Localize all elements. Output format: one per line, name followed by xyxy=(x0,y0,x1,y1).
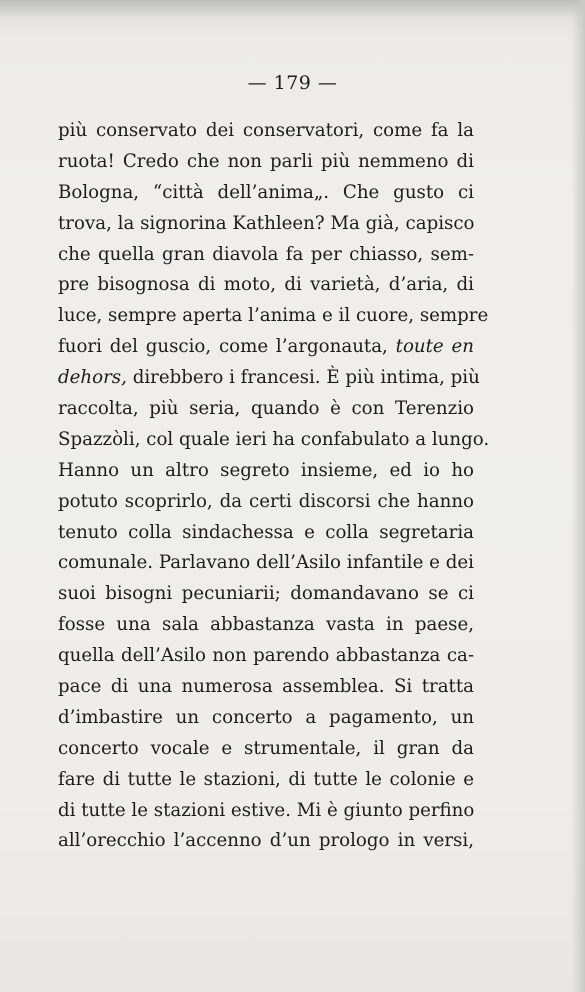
text-line: pre bisognosa di moto, di varietà, d’aria, di xyxy=(58,274,474,296)
text-line: Spazzòli, col quale ieri ha confabulato a lungo. xyxy=(58,428,490,450)
text-line: concerto vocale e strumentale, il gran da xyxy=(58,737,474,759)
text-line: dehors, direbbero i francesi. È più intima, più xyxy=(58,367,480,389)
italic-phrase: dehors, xyxy=(58,367,127,389)
italic-phrase: toute en xyxy=(395,336,474,358)
text-line: fare di tutte le stazioni, di tutte le colonie e xyxy=(58,768,474,790)
text-line: ruota! Credo che non parli più nemmeno di xyxy=(58,150,474,172)
text-line: raccolta, più seria, quando è con Terenzio xyxy=(58,398,474,420)
text-line: Bologna, “città dell’anima„. Che gusto ci xyxy=(58,181,474,203)
text-line: suoi bisogni pecuniarii; domandavano se ci xyxy=(58,583,474,605)
text-line: fosse una sala abbastanza vasta in paese, xyxy=(58,614,474,636)
text-line: all’orecchio l’accenno d’un prologo in versi, xyxy=(58,830,474,852)
text-line: fuori del guscio, come l’argonauta, toute en xyxy=(58,336,474,358)
text-line: più conservato dei conservatori, come fa la xyxy=(58,120,474,141)
text-line: pace di una numerosa assemblea. Si tratta xyxy=(58,676,474,698)
text-line: quella dell’Asilo non parendo abbastanza ca- xyxy=(58,645,474,667)
text-line: d’imbastire un concerto a pagamento, un xyxy=(58,706,474,728)
text-line: tenuto colla sindachessa e colla segretaria xyxy=(58,521,474,543)
text-line: Hanno un altro segreto insieme, ed io ho xyxy=(58,459,474,481)
text-line: trova, la signorina Kathleen? Ma già, capisco xyxy=(58,212,475,234)
text-line: potuto scoprirlo, da certi discorsi che hanno xyxy=(58,490,474,512)
text-line: che quella gran diavola fa per chiasso, sem- xyxy=(58,243,474,265)
page-number: — 179 — xyxy=(247,72,338,94)
text-line: comunale. Parlavano dell’Asilo infantile e dei xyxy=(58,552,474,574)
page-right-shadow xyxy=(571,0,585,992)
body-text xyxy=(58,116,490,857)
text-line: luce, sempre aperta l’anima e il cuore, sempre xyxy=(58,305,489,327)
page-top-shadow xyxy=(0,0,585,18)
text-line: di tutte le stazioni estive. Mi è giunto perfino xyxy=(58,799,475,821)
